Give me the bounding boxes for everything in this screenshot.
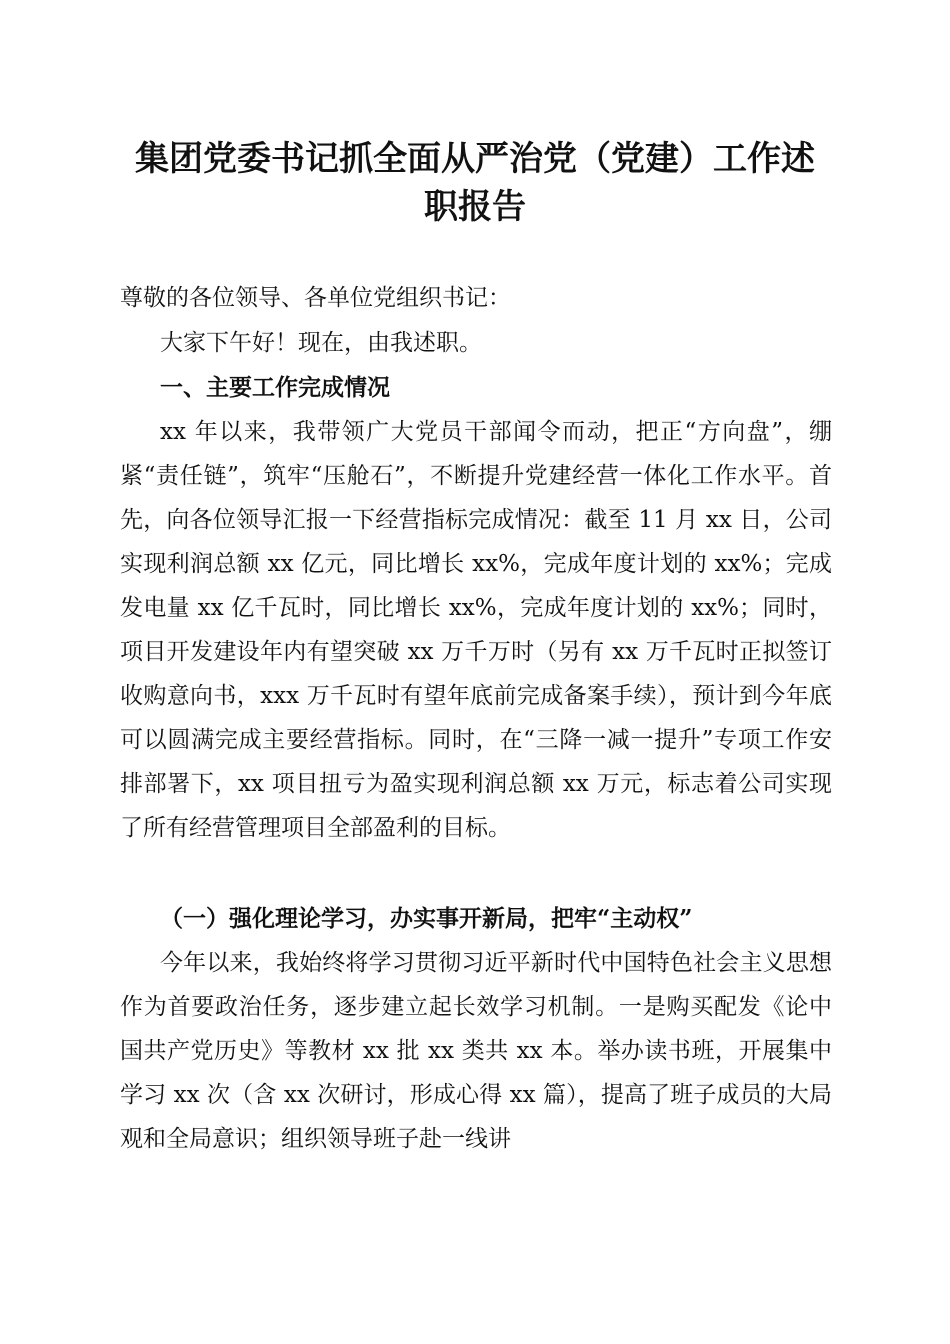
salutation: 尊敬的各位领导、各单位党组织书记： — [120, 285, 511, 311]
subsection1-heading: （一）强化理论学习，办实事开新局，把牢“主动权” — [160, 905, 693, 932]
document-title-line2: 职报告 — [424, 187, 526, 227]
section1-heading: 一、主要工作完成情况 — [160, 375, 390, 401]
document-title-line1: 集团党委书记抓全面从严治党（党建）工作述 — [135, 139, 815, 179]
subsection1-paragraph: 今年以来，我始终将学习贯彻习近平新时代中国特色社会主义思想作为首要政治任务，逐步建立起长效学习机制。一是购买配发《论中国共产党历史》等教材 xx 批 xx 类共 xx 本。举办读书班，开展集中学习 xx 次（含 xx 次研讨，形成心得 xx 篇），提高了班子成员的大局观和全局意识；组织领导班子赴一线讲 — [120, 950, 832, 1152]
section1-paragraph: xx 年以来，我带领广大党员干部闻令而动，把正“方向盘”，绷紧“责任链”，筑牢“压舱石”，不断提升党建经营一体化工作水平。首先，向各位领导汇报一下经营指标完成情况：截至 11 月 xx 日，公司实现利润总额 xx 亿元，同比增长 xx%，完成年度计划的 xx%；完成发电量 xx 亿千瓦时，同比增长 xx%，完成年度计划的 xx%；同时，项目开发建设年内有望突破 xx 万千万时（另有 xx 万千瓦时正拟签订收购意向书，xxx 万千瓦时有望年底前完成备案手续），预计到今年底可以圆满完成主要经营指标。同时，在“三降一减一提升”专项工作安排部署下，xx 项目扭亏为盈实现利润总额 xx 万元，标志着公司实现了所有经营管理项目全部盈利的目标。 — [120, 419, 832, 841]
greeting: 大家下午好！现在，由我述职。 — [160, 330, 482, 356]
